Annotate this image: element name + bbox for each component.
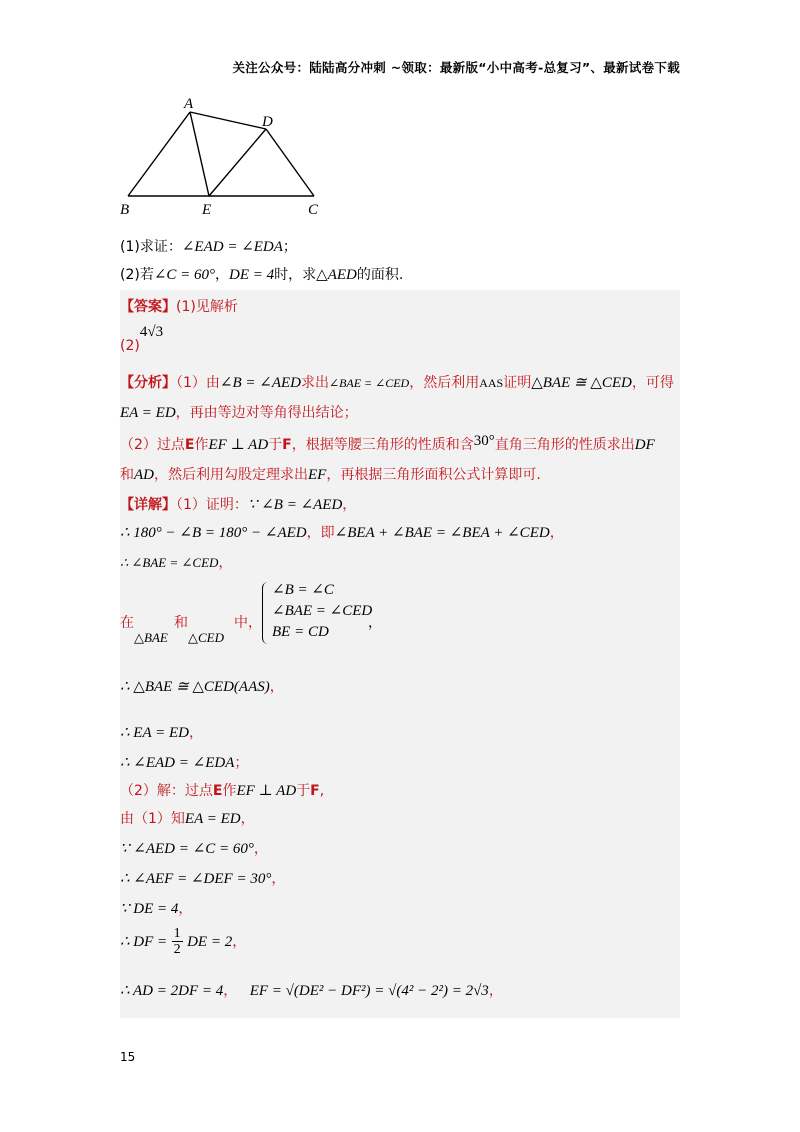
detail-line-13: ∴ DF = $\frac{1}{2}$ DE = 2， xyxy=(120,926,247,958)
segment-ad xyxy=(190,112,266,129)
detail-in-label: 在 xyxy=(120,615,134,631)
page-header: 关注公众号：陆陆高分冲刺 ~领取：最新版“小中高考-总复习”、最新试卷下载 xyxy=(232,60,680,75)
system-row-1: ∠B = ∠C xyxy=(272,582,334,598)
congruence-system xyxy=(272,580,372,643)
detail-and-label: 和 xyxy=(174,615,188,631)
segment-dc xyxy=(266,129,314,196)
segment-ae xyxy=(190,112,209,196)
analysis-line-1: 【分析】（1）由∠B = ∠AED求出∠BAE = ∠CED，然后利用AAS证明△BAE ≅ △CED，可得 xyxy=(120,375,674,391)
detail-line-14: ∴ AD = 2DF = 4， EF = √(DE² − DF²) = √(4² − 2²) = 2√3， xyxy=(120,983,503,999)
detail-line-10: ∵ ∠AED = ∠C = 60°， xyxy=(120,841,268,857)
label-b: B xyxy=(120,202,130,218)
detail-line-7: ∴ ∠EAD = ∠EDA； xyxy=(120,755,249,771)
system-end: ， xyxy=(368,615,382,631)
analysis-line-2: EA = ED，再由等边对等角得出结论； xyxy=(120,405,358,421)
analysis-line-4: 和AD，然后利用勾股定理求出EF，再根据三角形面积公式计算即可. xyxy=(120,467,541,483)
detail-middle-label: 中， xyxy=(234,615,262,631)
answer-line-2: (2)4√3 xyxy=(120,324,164,354)
detail-line-6: ∴ EA = ED， xyxy=(120,725,203,741)
page-number: 15 xyxy=(120,1050,136,1064)
fraction-one-half: $\frac{1}{2}$ xyxy=(173,926,181,958)
detail-line-9: 由（1）知EA = ED， xyxy=(120,811,255,827)
question-1: (1)求证：∠EAD = ∠EDA； xyxy=(120,239,297,255)
system-brace xyxy=(262,582,271,644)
segment-ba xyxy=(128,112,190,196)
answer-block xyxy=(120,290,680,1018)
analysis-line-3: （2）过点E作EF ⊥ AD于F，根据等腰三角形的性质和含30°直角三角形的性质求出DF xyxy=(120,433,655,453)
question-2: (2)若∠C = 60°，DE = 4时，求△AED的面积. xyxy=(120,267,404,283)
label-a: A xyxy=(184,96,194,112)
triangle-figure xyxy=(118,92,338,222)
detail-line-1: 【详解】（1）证明：∵ ∠B = ∠AED， xyxy=(120,497,357,513)
triangle-ced-label: △CED xyxy=(188,630,224,645)
label-e: E xyxy=(202,202,212,218)
detail-line-5: ∴ △BAE ≅ △CED(AAS)， xyxy=(120,679,284,695)
answer-line-1: 【答案】(1)见解析 xyxy=(120,299,238,315)
segment-ed xyxy=(209,129,266,196)
detail-line-11: ∴ ∠AEF = ∠DEF = 30°， xyxy=(120,871,286,887)
label-c: C xyxy=(308,202,319,218)
label-d: D xyxy=(262,114,273,130)
system-row-2: ∠BAE = ∠CED xyxy=(272,603,373,619)
detail-line-12: ∵ DE = 4， xyxy=(120,901,193,917)
detail-line-8: （2）解：过点E作EF ⊥ AD于F, xyxy=(120,783,325,799)
detail-line-2: ∴ 180° − ∠B = 180° − ∠AED，即∠BEA + ∠BAE = ∠BEA + ∠CED， xyxy=(120,525,564,541)
detail-line-3: ∴ ∠BAE = ∠CED， xyxy=(120,555,233,571)
system-row-3: BE = CD xyxy=(272,624,329,640)
triangle-bae-label: △BAE xyxy=(134,630,168,645)
